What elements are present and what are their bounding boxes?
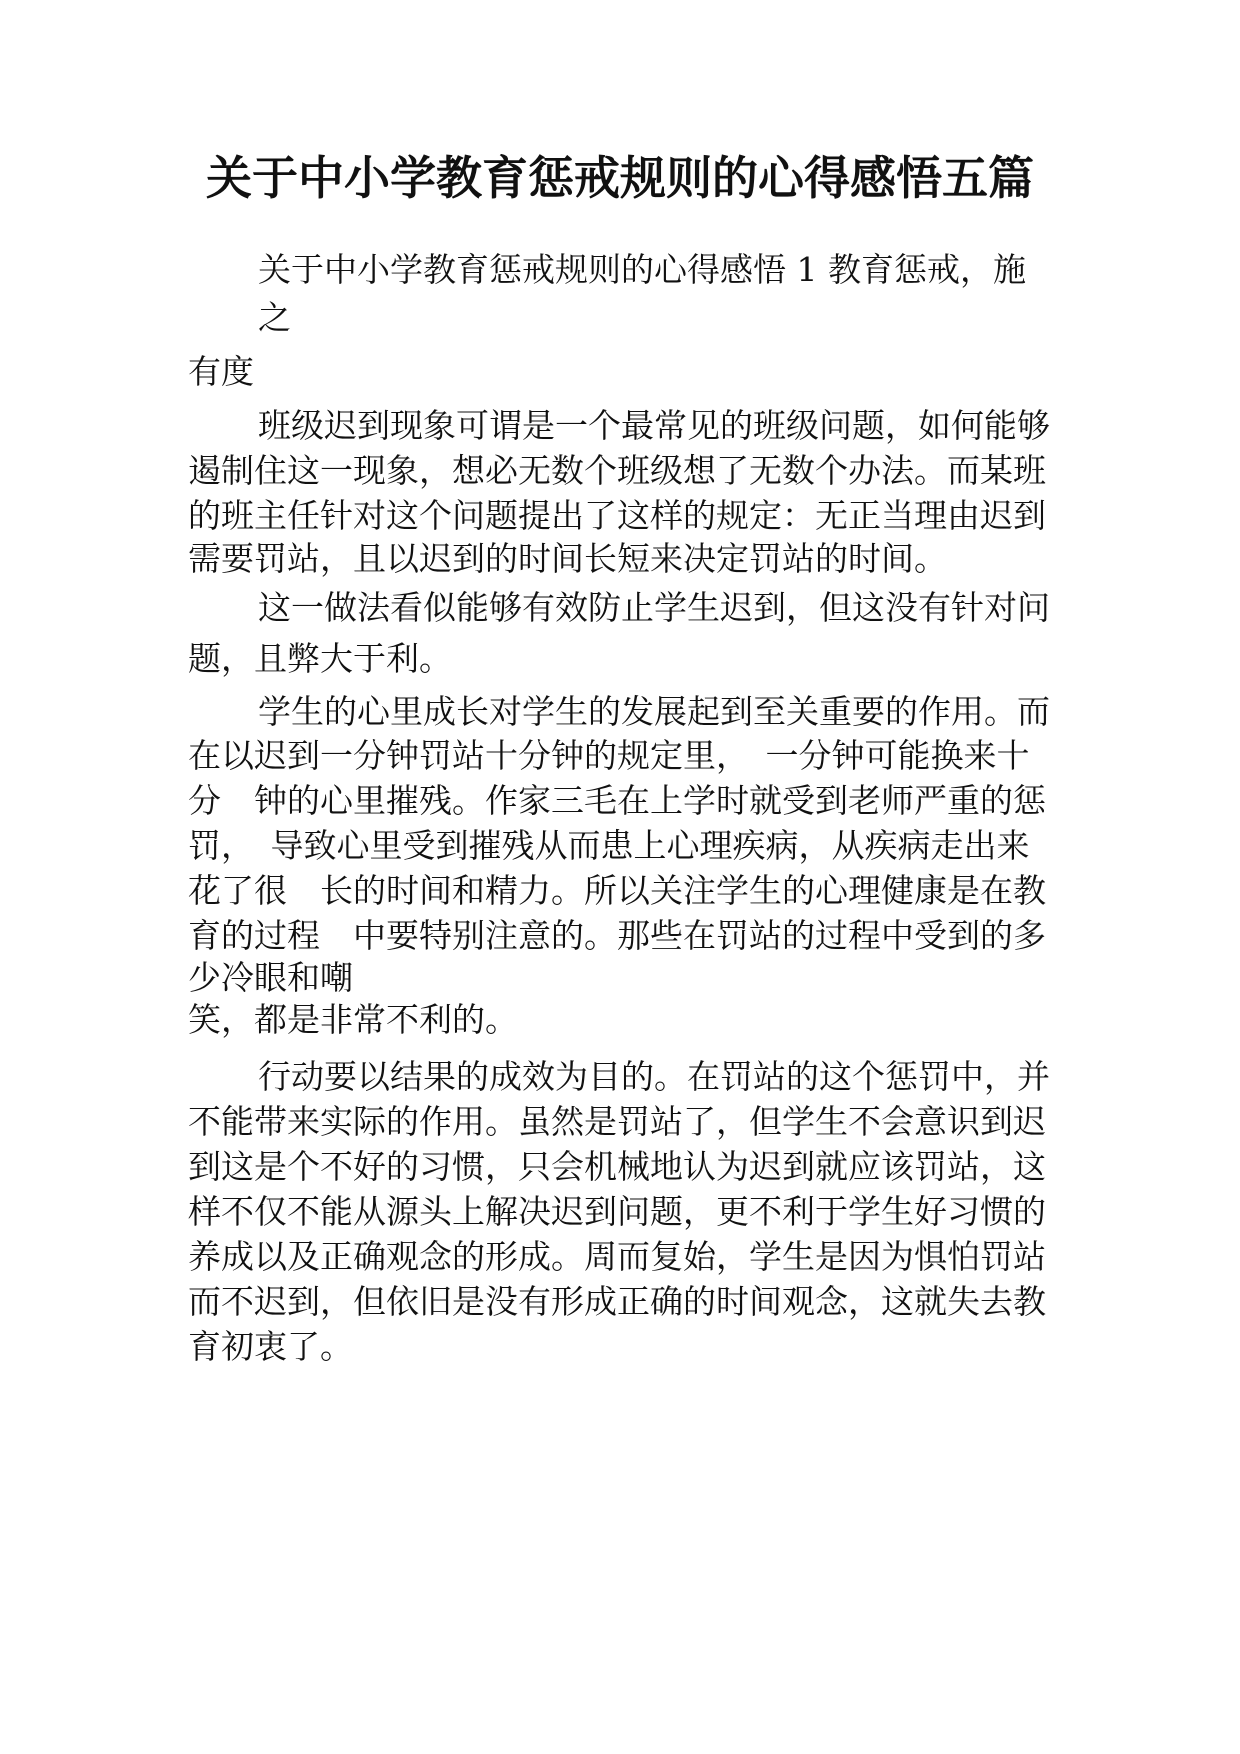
text-line: 在以迟到一分钟罚站十分钟的规定里， 一分钟可能换来十: [188, 736, 1030, 775]
text-line: 班级迟到现象可谓是一个最常见的班级问题，如何能够: [258, 406, 1050, 445]
text-line: 关于中小学教育惩戒规则的心得感悟 1 教育惩戒，施: [258, 250, 1026, 289]
text-line: 养成以及正确观念的形成。周而复始，学生是因为惧怕罚站: [188, 1237, 1046, 1276]
text-line: 之: [258, 298, 291, 337]
document-title: 关于中小学教育惩戒规则的心得感悟五篇: [206, 151, 1034, 205]
text-line: 而不迟到，但依旧是没有形成正确的时间观念，这就失去教: [188, 1282, 1046, 1321]
text-line: 的班主任针对这个问题提出了这样的规定：无正当理由迟到: [188, 496, 1046, 535]
text-line: 育初衷了。: [188, 1327, 353, 1366]
text-line: 分 钟的心里摧残。作家三毛在上学时就受到老师严重的惩: [188, 781, 1046, 820]
text-line: 这一做法看似能够有效防止学生迟到，但这没有针对问: [258, 588, 1050, 627]
text-line: 有度: [188, 352, 254, 391]
text-line: 育的过程 中要特别注意的。那些在罚站的过程中受到的多: [188, 916, 1046, 955]
text-line: 需要罚站，且以迟到的时间长短来决定罚站的时间。: [188, 539, 947, 578]
text-line: 少冷眼和嘲: [188, 958, 353, 997]
text-line: 罚， 导致心里受到摧残从而患上心理疾病，从疾病走出来: [188, 826, 1030, 865]
text-line: 到这是个不好的习惯，只会机械地认为迟到就应该罚站，这: [188, 1147, 1046, 1186]
text-line: 行动要以结果的成效为目的。在罚站的这个惩罚中，并: [258, 1057, 1050, 1096]
text-line: 学生的心里成长对学生的发展起到至关重要的作用。而: [258, 692, 1050, 731]
text-line: 花了很 长的时间和精力。所以关注学生的心理健康是在教: [188, 871, 1046, 910]
text-line: 笑，都是非常不利的。: [188, 1000, 518, 1039]
text-line: 不能带来实际的作用。虽然是罚站了，但学生不会意识到迟: [188, 1102, 1046, 1141]
text-line: 样不仅不能从源头上解决迟到问题，更不利于学生好习惯的: [188, 1192, 1046, 1231]
text-line: 题，且弊大于利。: [188, 639, 452, 678]
text-line: 遏制住这一现象，想必无数个班级想了无数个办法。而某班: [188, 451, 1046, 490]
